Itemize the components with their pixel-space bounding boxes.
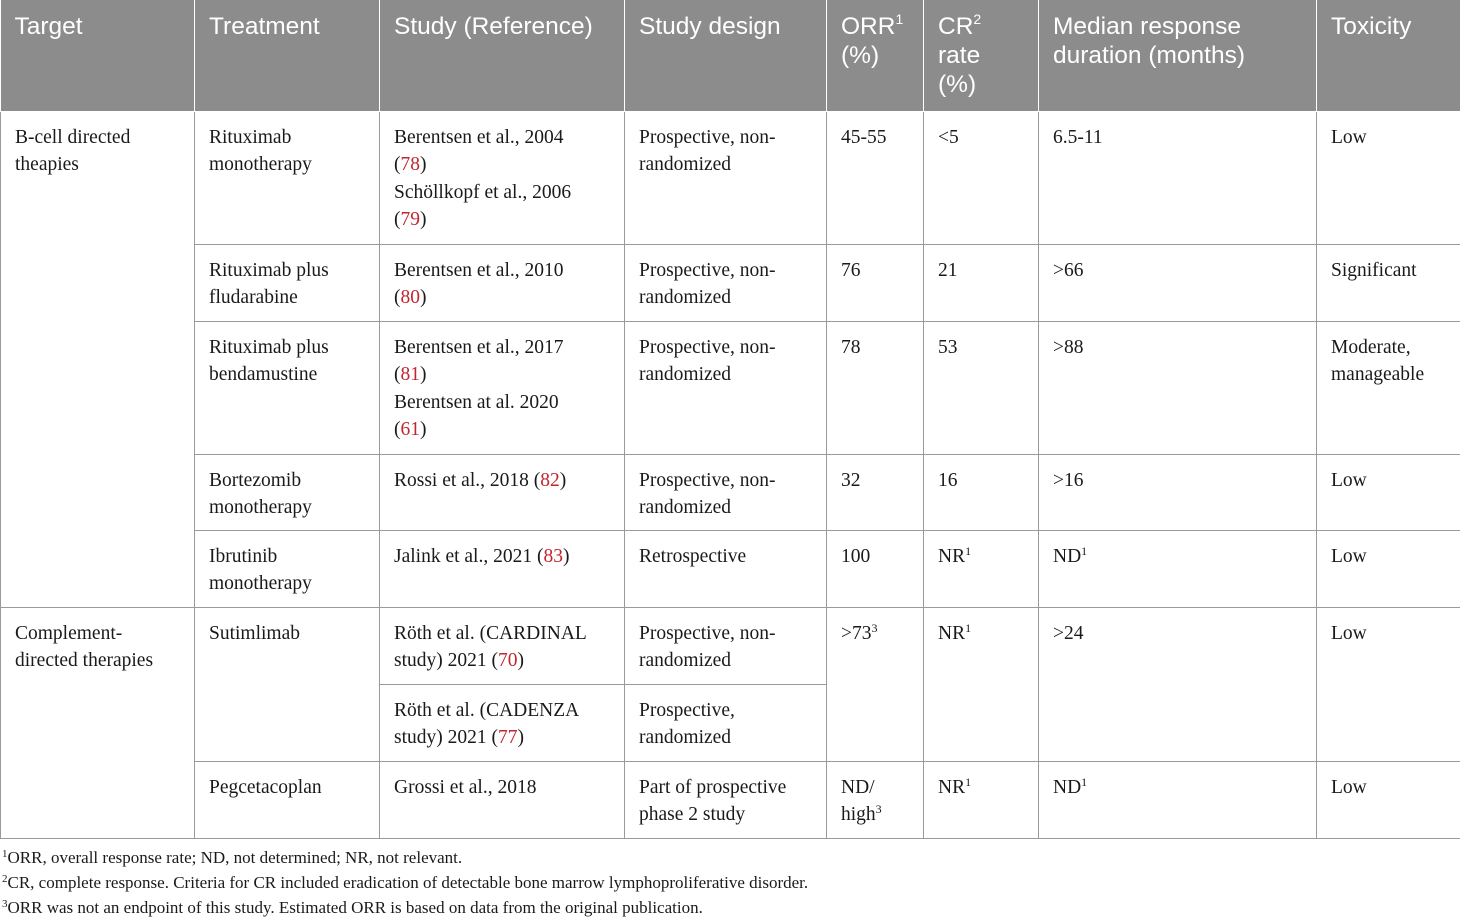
treatment-cell: Bortezomib monotherapy bbox=[195, 454, 380, 530]
orr-cell: 78 bbox=[827, 321, 924, 454]
header-median-duration: Median response duration (months) bbox=[1039, 0, 1317, 111]
table-row bbox=[1, 244, 1460, 321]
header-target: Target bbox=[1, 0, 195, 111]
treatment-cell: Rituximab plus bendamustine bbox=[195, 321, 380, 454]
toxicity-cell: Low bbox=[1317, 111, 1460, 244]
orr-cell: 45-55 bbox=[827, 111, 924, 244]
design-cell: Prospective, non- randomized bbox=[625, 111, 827, 244]
toxicity-cell: Low bbox=[1317, 761, 1460, 838]
cr-cell: 53 bbox=[924, 321, 1039, 454]
design-cell: Prospective, non- randomized bbox=[625, 244, 827, 321]
reference-link[interactable]: 70 bbox=[498, 650, 518, 671]
study-cell: Berentsen et al., 2010 (80) bbox=[380, 244, 625, 321]
treatment-cell: Sutimlimab bbox=[195, 607, 380, 761]
footnote: $^3$ORR was not an endpoint of this study. Estimated ORR is based on data from the original publication. bbox=[2, 895, 808, 920]
duration-cell: >16 bbox=[1039, 454, 1317, 530]
cr-cell: 21 bbox=[924, 244, 1039, 321]
toxicity-cell: Moderate, manageable bbox=[1317, 321, 1460, 454]
orr-cell: $>73^3$ bbox=[827, 607, 924, 761]
footnote: $^2$CR, complete response. Criteria for CR included eradication of detectable bone marrow lymphoproliferative disorder. bbox=[2, 870, 808, 895]
orr-cell: 32 bbox=[827, 454, 924, 530]
reference-link[interactable]: 78 bbox=[401, 154, 421, 175]
study-cell: Grossi et al., 2018 bbox=[380, 761, 625, 838]
duration-cell: >88 bbox=[1039, 321, 1317, 454]
toxicity-cell: Low bbox=[1317, 454, 1460, 530]
cr-cell: $NR^1$ bbox=[924, 530, 1039, 607]
treatment-cell: Rituximab plus fludarabine bbox=[195, 244, 380, 321]
treatment-cell: Rituximab monotherapy bbox=[195, 111, 380, 244]
header-treatment: Treatment bbox=[195, 0, 380, 111]
reference-link[interactable]: 61 bbox=[401, 419, 421, 440]
study-cell: Jalink et al., 2021 (83) bbox=[380, 530, 625, 607]
table-row bbox=[1, 111, 1460, 244]
table-row bbox=[1, 761, 1460, 838]
design-cell: Retrospective bbox=[625, 530, 827, 607]
table-row bbox=[1, 454, 1460, 530]
orr-cell: 100 bbox=[827, 530, 924, 607]
header-study-design: Study design bbox=[625, 0, 827, 111]
orr-cell: 76 bbox=[827, 244, 924, 321]
duration-cell: >66 bbox=[1039, 244, 1317, 321]
duration-cell: $ND^1$ bbox=[1039, 761, 1317, 838]
table-footnotes bbox=[2, 845, 808, 920]
header-study: Study (Reference) bbox=[380, 0, 625, 111]
header-orr: ORR$^1$ (%) bbox=[827, 0, 924, 111]
cr-cell: $NR^1$ bbox=[924, 607, 1039, 761]
cr-cell: $NR^1$ bbox=[924, 761, 1039, 838]
table-row bbox=[1, 530, 1460, 607]
design-cell: Prospective, non- randomized bbox=[625, 607, 827, 684]
reference-link[interactable]: 83 bbox=[543, 546, 563, 567]
reference-link[interactable]: 81 bbox=[401, 364, 421, 385]
table-body bbox=[1, 111, 1460, 838]
treatment-cell: Pegcetacoplan bbox=[195, 761, 380, 838]
duration-cell: 6.5-11 bbox=[1039, 111, 1317, 244]
table-row bbox=[1, 321, 1460, 454]
study-cell: Berentsen et al., 2017 (81) Berentsen at al. 2020 (61) bbox=[380, 321, 625, 454]
toxicity-cell: Significant bbox=[1317, 244, 1460, 321]
orr-cell: ND/ high$^3$ bbox=[827, 761, 924, 838]
cr-cell: <5 bbox=[924, 111, 1039, 244]
reference-link[interactable]: 80 bbox=[401, 287, 421, 308]
table-header bbox=[1, 0, 1460, 111]
reference-link[interactable]: 82 bbox=[540, 470, 560, 491]
treatment-cell: Ibrutinib monotherapy bbox=[195, 530, 380, 607]
duration-cell: >24 bbox=[1039, 607, 1317, 761]
design-cell: Prospective, non- randomized bbox=[625, 454, 827, 530]
target-group-bcell: B-cell directed theapies bbox=[1, 111, 195, 607]
design-cell: Prospective, randomized bbox=[625, 684, 827, 761]
design-cell: Prospective, non- randomized bbox=[625, 321, 827, 454]
header-toxicity: Toxicity bbox=[1317, 0, 1460, 111]
target-group-complement: Complement- directed therapies bbox=[1, 607, 195, 838]
toxicity-cell: Low bbox=[1317, 607, 1460, 761]
toxicity-cell: Low bbox=[1317, 530, 1460, 607]
study-cell: Röth et al. (CARDINAL study) 2021 (70) bbox=[380, 607, 625, 684]
study-cell: Berentsen et al., 2004 (78) Schöllkopf et al., 2006 (79) bbox=[380, 111, 625, 244]
reference-link[interactable]: 77 bbox=[498, 727, 518, 748]
reference-link[interactable]: 79 bbox=[401, 209, 421, 230]
header-cr-rate: $CR^2$ rate (%) bbox=[924, 0, 1039, 111]
study-cell: Röth et al. (CADENZA study) 2021 (77) bbox=[380, 684, 625, 761]
study-cell: Rossi et al., 2018 (82) bbox=[380, 454, 625, 530]
table-row bbox=[1, 607, 1460, 684]
footnote: $^1$ORR, overall response rate; ND, not determined; NR, not relevant. bbox=[2, 845, 808, 870]
duration-cell: $ND^1$ bbox=[1039, 530, 1317, 607]
cr-cell: 16 bbox=[924, 454, 1039, 530]
design-cell: Part of prospective phase 2 study bbox=[625, 761, 827, 838]
